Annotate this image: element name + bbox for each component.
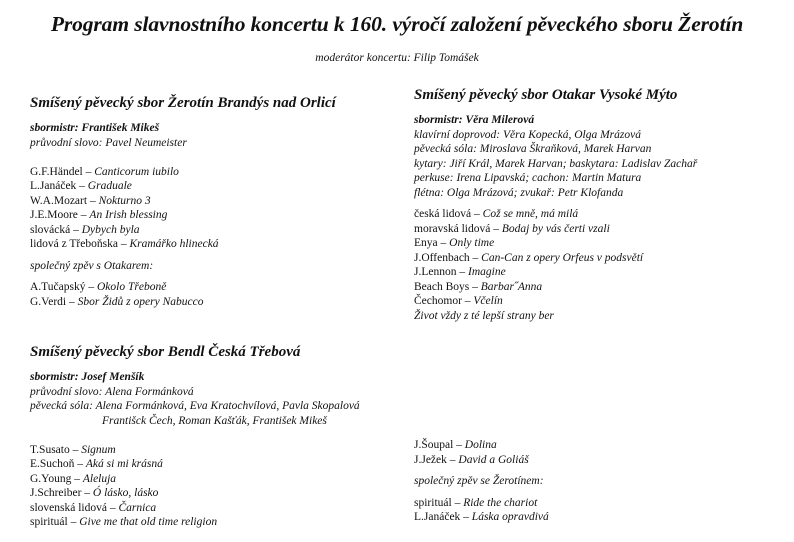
note-line: perkuse: Irena Lipavská; cachon: Martin Matura — [414, 172, 642, 184]
program-item: T.Susato – Signum — [30, 443, 116, 456]
note-line: klavírní doprovod: Věra Kopecká, Olga Mrázová — [414, 128, 641, 141]
composer: spirituál — [414, 496, 452, 509]
composer: Beach Boys — [414, 280, 470, 293]
composer: česká lidová — [414, 208, 472, 220]
program-item: G.F.Händel – Canticorum iubilo — [30, 165, 179, 178]
program-item: Enya – Only time — [414, 237, 495, 249]
choir-heading: Smíšený pěvecký sbor Bendl Česká Třebová — [30, 344, 301, 360]
program-item: slovenská lidová – Čarnica — [30, 501, 157, 514]
piece: Dybych byla — [81, 223, 140, 236]
conductor-line: sbormistr: Josef Menšík — [30, 371, 145, 383]
piece: Only time — [449, 237, 495, 249]
note-line: kytary: Jiří Král, Marek Harvan; baskytara: Ladislav Zachař — [414, 157, 698, 170]
composer: T.Susato — [30, 443, 70, 456]
moderator-line: moderátor koncertu: Filip Tomášek — [315, 52, 479, 64]
composer: J.E.Moore — [30, 209, 78, 221]
piece: Can-Can z opery Orfeus v podsvětí — [481, 251, 644, 264]
program-item: J.E.Moore – An Irish blessing — [30, 209, 168, 221]
piece: Kramářko hlinecká — [129, 238, 219, 250]
piece: Imagine — [467, 266, 506, 278]
piece: Sbor Židů z opery Nabucco — [77, 295, 204, 308]
note-line: flétna: Olga Mrázová; zvukař: Petr Klofanda — [414, 186, 624, 199]
program-item: J.Ježek – David a Goliáš — [414, 453, 529, 466]
composer: lidová z Třeboňska — [30, 238, 118, 250]
piece: Canticorum iubilo — [94, 165, 179, 178]
section-zerotin — [30, 94, 336, 309]
piece: Aká si mi krásná — [85, 458, 163, 470]
program-item: E.Suchoň – Aká si mi krásná — [30, 458, 163, 470]
composer: slovácká — [30, 223, 71, 236]
conductor-line: sbormistr: Věra Milerová — [414, 114, 535, 126]
page-title: Program slavnostního koncertu k 160. výročí založení pěveckého sboru Žerotín — [50, 12, 744, 36]
composer: J.Lennon — [414, 266, 457, 278]
program-list — [414, 207, 697, 309]
joint-label: společný zpěv s Otakarem: — [30, 259, 154, 272]
conductor-line: sbormistr: František Mikeš — [30, 122, 160, 134]
program-item: lidová z Třeboňska – Kramářko hlinecká — [30, 238, 219, 250]
program-item: česká lidová – Což se mně, má milá — [414, 208, 579, 220]
program-item: moravská lidová – Bodaj by vás čerti vzali — [414, 222, 610, 235]
program-item: J.Schreiber – Ó lásko, lásko — [30, 487, 159, 499]
program-item: Čechomor – Včelín — [414, 295, 503, 307]
composer: J.Offenbach — [414, 251, 470, 264]
program-item: A.Tučapský – Okolo Třeboně — [30, 281, 167, 293]
composer: spirituál — [30, 516, 68, 528]
program-item: L.Janáček – Láska opravdivá — [414, 511, 549, 523]
piece: Dolina — [464, 439, 497, 451]
program-list — [30, 443, 360, 530]
composer: W.A.Mozart — [30, 194, 88, 207]
section-bendl-continued — [414, 438, 549, 525]
piece: Graduale — [87, 180, 132, 192]
composer: moravská lidová — [414, 222, 491, 235]
composer: L.Janáček — [30, 180, 77, 192]
piece: Ó lásko, lásko — [92, 487, 159, 499]
composer: Čechomor — [414, 295, 462, 307]
piece: Give me that old time religion — [79, 516, 218, 528]
composer: L.Janáček — [414, 511, 461, 523]
program-item: J.Šoupal – Dolina — [414, 439, 497, 451]
note-line: průvodní slovo: Pavel Neumeister — [30, 136, 187, 149]
composer: G.F.Händel — [30, 165, 83, 178]
piece: Nokturno 3 — [98, 194, 151, 207]
program-item: Beach Boys – Barbar˝Anna — [414, 280, 543, 293]
program-item: spirituál – Ride the chariot — [414, 496, 538, 509]
program-list — [30, 165, 336, 252]
piece: Signum — [81, 443, 116, 456]
closing-piece: Život vždy z té lepší strany ber — [414, 309, 554, 322]
note-line: Františck Čech, Roman Kašťák, František Mikeš — [102, 414, 327, 427]
program-item: J.Offenbach – Can-Can z opery Orfeus v podsvětí — [414, 251, 644, 264]
composer: E.Suchoň — [30, 458, 75, 470]
piece: Aleluja — [82, 472, 117, 485]
piece: Což se mně, má milá — [482, 208, 579, 220]
program-item: slovácká – Dybych byla — [30, 223, 140, 236]
piece: Láska opravdivá — [471, 511, 549, 523]
composer: J.Ježek — [414, 453, 447, 466]
piece: Včelín — [473, 295, 503, 307]
program-item: L.Janáček – Graduale — [30, 180, 132, 192]
section-bendl — [30, 343, 360, 530]
piece: David a Goliáš — [458, 453, 529, 466]
piece: Bodaj by vás čerti vzali — [501, 222, 610, 235]
choir-heading: Smíšený pěvecký sbor Žerotín Brandýs nad Orlicí — [30, 95, 336, 111]
joint-label: společný zpěv se Žerotínem: — [414, 475, 544, 487]
piece: Ride the chariot — [463, 496, 538, 509]
note-line: pěvecká sóla: Alena Formánková, Eva Kratochvílová, Pavla Skopalová — [30, 400, 360, 412]
piece: Čarnica — [118, 501, 157, 514]
program-item: W.A.Mozart – Nokturno 3 — [30, 194, 151, 207]
note-line: pěvecká sóla: Miroslava Škraňková, Marek Harvan — [414, 143, 652, 155]
composer: G.Verdi — [30, 295, 67, 308]
program-item: G.Young – Aleluja — [30, 472, 117, 485]
composer: A.Tučapský — [30, 281, 86, 293]
composer: slovenská lidová — [30, 501, 107, 514]
choir-heading: Smíšený pěvecký sbor Otakar Vysoké Mýto — [414, 87, 678, 103]
note-line: průvodní slovo: Alena Formánková — [30, 385, 194, 398]
composer: G.Young — [30, 472, 72, 485]
composer: J.Schreiber — [30, 487, 82, 499]
piece: Barbar˝Anna — [480, 280, 543, 293]
piece: An Irish blessing — [89, 209, 168, 221]
composer: J.Šoupal — [414, 439, 454, 451]
piece: Okolo Třeboně — [96, 281, 167, 293]
program-item: spirituál – Give me that old time religion — [30, 516, 218, 528]
program-item: J.Lennon – Imagine — [414, 266, 506, 278]
program-item: G.Verdi – Sbor Židů z opery Nabucco — [30, 295, 204, 308]
composer: Enya — [414, 237, 438, 249]
section-otakar — [414, 86, 697, 323]
